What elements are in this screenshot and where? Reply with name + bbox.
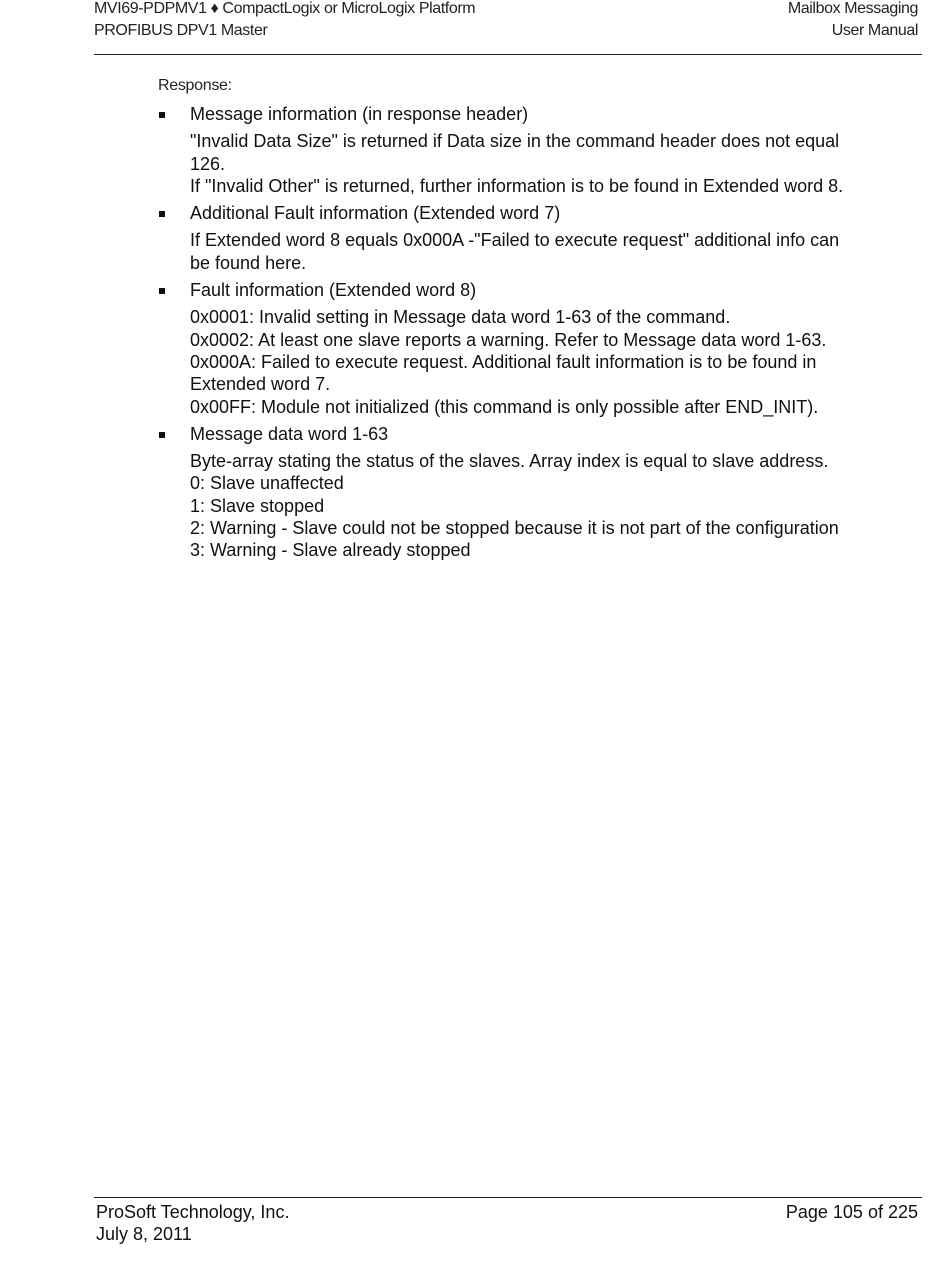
header-product-title: MVI69-PDPMV1 ♦ CompactLogix or MicroLogix Platform <box>94 0 476 17</box>
footer-date: July 8, 2011 <box>96 1224 192 1244</box>
description-line: If "Invalid Other" is returned, further information is to be found in Extended word 8. <box>190 175 844 196</box>
description-line: 0x0002: At least one slave reports a warning. Refer to Message data word 1-63. <box>190 329 827 350</box>
square-bullet-icon <box>159 288 165 294</box>
list-item-heading: Message data word 1-63 <box>190 423 389 444</box>
description-line: "Invalid Data Size" is returned if Data size in the command header does not equal 126. <box>190 131 840 174</box>
list-item-description <box>158 306 858 417</box>
section-message-information <box>158 103 858 197</box>
list-item <box>158 423 858 445</box>
square-bullet-icon <box>159 112 165 118</box>
list-item <box>158 202 858 224</box>
description-line: 2: Warning - Slave could not be stopped because it is not part of the configuration <box>190 518 839 539</box>
description-line: 0x000A: Failed to execute request. Additional fault information is to be found in Extended word 7. <box>190 351 817 395</box>
description-line: 1: Slave stopped <box>190 495 325 516</box>
list-item-description <box>158 229 858 274</box>
list-item <box>158 103 858 125</box>
list-item-heading: Fault information (Extended word 8) <box>190 280 477 301</box>
description-line: 0x00FF: Module not initialized (this command is only possible after END_INIT). <box>190 396 819 417</box>
footer-page-number: Page 105 of 225 <box>785 1202 918 1222</box>
page-footer <box>94 1197 922 1244</box>
section-message-data-word <box>158 423 858 562</box>
header-product-subtitle: PROFIBUS DPV1 Master <box>94 22 268 39</box>
description-line: If Extended word 8 equals 0x000A -"Failed to execute request" additional info can be found here. <box>190 230 840 273</box>
list-item-heading: Additional Fault information (Extended word 7) <box>190 203 561 224</box>
list-item-description <box>158 130 858 197</box>
footer-company: ProSoft Technology, Inc. <box>96 1202 290 1222</box>
description-line: 0: Slave unaffected <box>190 473 344 494</box>
square-bullet-icon <box>159 432 165 438</box>
description-line: 3: Warning - Slave already stopped <box>190 540 471 561</box>
description-line: 0x0001: Invalid setting in Message data word 1-63 of the command. <box>190 307 731 328</box>
list-item-description <box>158 450 858 561</box>
description-line: Byte-array stating the status of the slaves. Array index is equal to slave address. <box>190 451 829 472</box>
response-label: Response: <box>158 77 232 94</box>
section-fault-information <box>158 279 858 418</box>
header-document-type: User Manual <box>831 22 918 39</box>
list-item <box>158 279 858 301</box>
section-additional-fault-information <box>158 202 858 274</box>
list-item-heading: Message information (in response header) <box>190 104 529 124</box>
square-bullet-icon <box>159 211 165 217</box>
document-body <box>158 103 858 567</box>
page-header <box>94 0 922 55</box>
header-section-title: Mailbox Messaging <box>787 0 918 17</box>
